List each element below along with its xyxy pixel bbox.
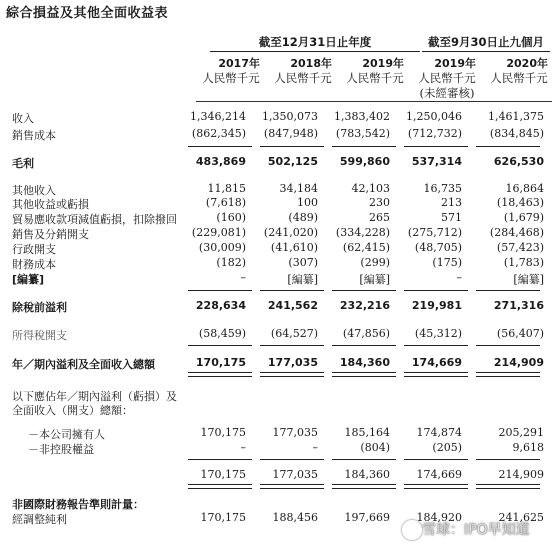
cell-value: (712,732) [407,127,462,140]
header-rule [196,101,552,102]
col-unit-3: 人民幣千元 [346,71,404,85]
cell-value: (56,407) [496,327,544,340]
total-double-rule [404,484,468,489]
cell-value: 174,669 [411,356,462,369]
subtotal-rule [188,345,252,346]
row-label: 除稅前溢利 [12,301,67,314]
cell-value: 214,909 [498,468,544,481]
cell-value: 241,562 [267,299,318,312]
row-label: 其他收益或虧損 [12,198,89,211]
cell-value: (307) [288,256,318,269]
header-group-annual-rule [210,51,420,52]
subtotal-rule [188,146,252,147]
snowball-icon [402,520,422,540]
subtotal-rule [404,146,468,147]
col-unaudited-note: (未經審核) [419,86,475,100]
row-label: 非國際財務報告準則計量： [12,498,144,511]
subtotal-rule [476,290,540,291]
cell-value: (45,312) [414,327,462,340]
header-group-nine-months-rule [422,51,550,52]
subtotal-rule [332,459,396,460]
cell-value: 232,216 [339,299,390,312]
cell-value: (205) [432,441,462,454]
cell-value: 599,860 [339,155,390,168]
cell-value: 188,456 [272,511,318,524]
cell-value: 537,314 [411,155,462,168]
cell-value: (18,463) [496,196,544,209]
cell-value: (41,610) [270,241,318,254]
cell-value: 184,920 [416,511,462,524]
row-label: 銷售成本 [12,129,56,142]
cell-value: (334,228) [335,226,390,239]
subtotal-rule [332,290,396,291]
cell-value: (160) [216,211,246,224]
cell-value: 502,125 [267,155,318,168]
cell-value: 16,864 [505,182,544,195]
cell-value: 100 [297,196,318,209]
subtotal-rule [476,345,540,346]
cell-value: 197,669 [344,511,390,524]
col-year-3: 2019年 [362,57,404,70]
cell-value: – [312,441,318,454]
cell-value: 271,316 [493,299,544,312]
header-group-nine-months: 截至9月30日止九個月 [427,35,544,49]
cell-value: (48,705) [414,241,462,254]
cell-value: (489) [288,211,318,224]
cell-value: 174,874 [416,426,462,439]
subtotal-rule [404,290,468,291]
cell-value: (783,542) [335,127,390,140]
row-label: 全面收入（開支）總額： [12,404,133,417]
cell-value: 1,383,402 [334,110,390,123]
cell-value: 228,634 [195,299,246,312]
row-label: 以下應佔年／期內溢利（虧損）及 [12,390,177,403]
row-label: 收入 [12,112,34,125]
subtotal-rule [476,146,540,147]
cell-value: 177,035 [267,356,318,369]
cell-value: 184,360 [344,468,390,481]
total-double-rule [260,484,324,489]
total-double-rule [260,372,324,377]
cell-value: 170,175 [200,468,246,481]
cell-value: (275,712) [407,226,462,239]
cell-value: (57,423) [496,241,544,254]
cell-value: 265 [369,211,390,224]
subtotal-rule [476,459,540,460]
cell-value: (241,020) [263,226,318,239]
cell-value: 213 [441,196,462,209]
cell-value: 219,981 [411,299,462,312]
cell-value: (175) [432,256,462,269]
subtotal-rule [260,290,324,291]
cell-value: 177,035 [272,426,318,439]
cell-value: [編纂] [513,273,544,286]
cell-value: – [240,271,246,284]
cell-value: 483,869 [195,155,246,168]
total-double-rule [476,372,540,377]
cell-value: (1,679) [503,211,544,224]
cell-value: (58,459) [198,327,246,340]
subtotal-rule [332,146,396,147]
col-year-5: 2020年 [506,57,548,70]
subtotal-rule [404,459,468,460]
cell-value: 184,360 [339,356,390,369]
cell-value: 11,815 [207,182,246,195]
cell-value: (47,856) [342,327,390,340]
cell-value: 1,346,214 [190,110,246,123]
col-year-1: 2017年 [218,57,260,70]
cell-value: 177,035 [272,468,318,481]
cell-value: 170,175 [200,426,246,439]
cell-value: 170,175 [200,511,246,524]
cell-value: 205,291 [498,426,544,439]
subtotal-rule [188,290,252,291]
cell-value: (299) [360,256,390,269]
cell-value: 42,103 [351,182,390,195]
cell-value: 1,461,375 [488,110,544,123]
subtotal-rule [260,459,324,460]
cell-value: (1,783) [503,256,544,269]
header-group-annual: 截至12月31日止年度 [258,35,372,49]
cell-value: (30,009) [198,241,246,254]
row-label: 毛利 [12,157,34,170]
cell-value: – [456,271,462,284]
total-double-rule [404,372,468,377]
row-label: 其他收入 [12,184,56,197]
col-unit-4: 人民幣千元 [418,71,476,85]
cell-value: 16,735 [423,182,462,195]
row-label: 銷售及分銷開支 [12,228,89,241]
cell-value: 571 [441,211,462,224]
col-unit-5: 人民幣千元 [490,71,548,85]
subtotal-rule [260,146,324,147]
subtotal-rule [188,459,252,460]
cell-value: 174,669 [416,468,462,481]
cell-value: (834,845) [489,127,544,140]
cell-value: (64,527) [270,327,318,340]
cell-value: (62,415) [342,241,390,254]
cell-value: [編纂] [287,273,318,286]
row-label: 財務成本 [12,258,56,271]
cell-value: 626,530 [493,155,544,168]
statement-title: 綜合損益及其他全面收益表 [6,6,169,21]
row-label: 經調整純利 [12,513,67,526]
cell-value: 185,164 [344,426,390,439]
total-double-rule [332,372,396,377]
row-label: －非控股權益 [28,443,94,456]
col-unit-2: 人民幣千元 [274,71,332,85]
cell-value: (284,468) [489,226,544,239]
cell-value: 214,909 [493,356,544,369]
cell-value: 1,350,073 [262,110,318,123]
cell-value: (804) [360,441,390,454]
cell-value: 230 [369,196,390,209]
total-double-rule [476,484,540,489]
col-unit-1: 人民幣千元 [202,71,260,85]
col-year-4: 2019年 [434,57,476,70]
subtotal-rule [260,345,324,346]
cell-value: – [240,441,246,454]
cell-value: (229,081) [191,226,246,239]
row-label: 貿易應收款項減值虧損，扣除撥回 [12,213,177,226]
cell-value: [編纂] [359,273,390,286]
cell-value: (182) [216,256,246,269]
subtotal-rule [332,345,396,346]
row-label: [編纂] [12,273,45,286]
cell-value: 170,175 [195,356,246,369]
col-year-2: 2018年 [290,57,332,70]
row-label: －本公司擁有人 [28,428,105,441]
cell-value: (847,948) [263,127,318,140]
total-double-rule [188,484,252,489]
row-label: 年／期內溢利及全面收入總額 [12,358,155,371]
cell-value: 9,618 [512,441,544,454]
cell-value: (862,345) [191,127,246,140]
row-label: 行政開支 [12,243,56,256]
row-label: 所得稅開支 [12,329,67,342]
cell-value: 34,184 [279,182,318,195]
cell-value: (7,618) [205,196,246,209]
subtotal-rule [404,345,468,346]
watermark: 雪球：IPO早知道 [422,522,530,538]
cell-value: 241,625 [498,511,544,524]
total-double-rule [332,484,396,489]
total-double-rule [188,372,252,377]
cell-value: 1,250,046 [406,110,462,123]
